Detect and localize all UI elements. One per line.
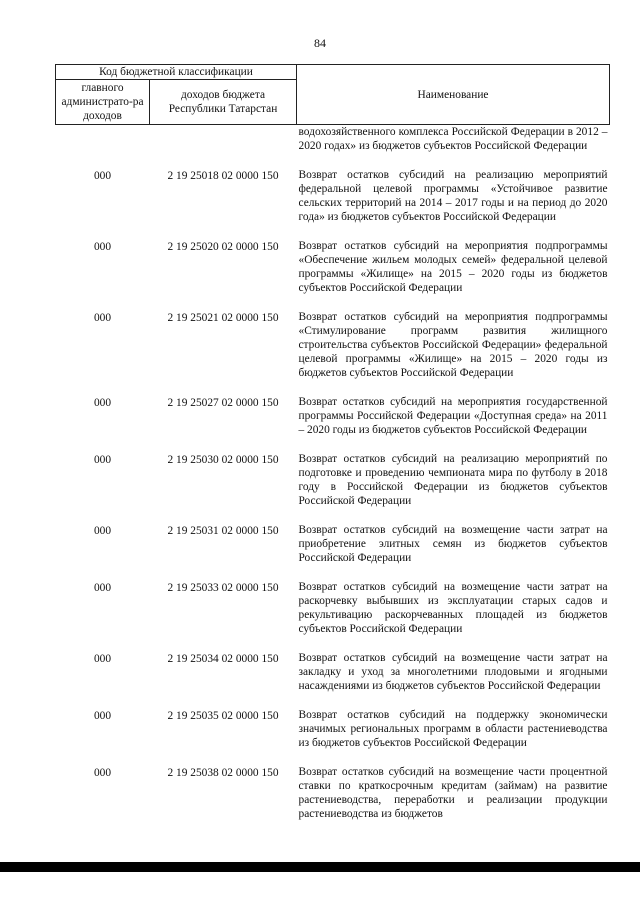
row-admin-code: 000 [93, 397, 112, 409]
row-admin-code: 000 [93, 170, 112, 182]
table-header [56, 65, 610, 125]
row-admin-code: 000 [93, 710, 112, 722]
table-row [56, 508, 610, 565]
row-income-code: 2 19 25030 02 0000 150 [167, 454, 279, 466]
row-name: Возврат остатков субсидий на мероприятия подпрограммы «Обеспечение жильем молодых семей» федеральной целевой программы «Жилище» на 2015 – 2020 годы из бюджетов субъектов Российской Федерации [298, 240, 608, 294]
table-row [56, 153, 610, 224]
row-income-code: 2 19 25038 02 0000 150 [167, 767, 279, 779]
row-income-code: 2 19 25031 02 0000 150 [167, 525, 279, 537]
scan-bottom-border [0, 862, 640, 872]
table-row [56, 295, 610, 380]
budget-classification-table [55, 64, 610, 821]
table-row [56, 565, 610, 636]
header-admin: главного администрато-ра доходов [56, 80, 150, 125]
row-name: Возврат остатков субсидий на мероприятия подпрограммы «Стимулирование программ развития жилищного строительства субъектов Российской Федерации» федеральной целевой программы «Жилище» на 2015 – 2020 годы из бюджетов субъектов Российской Федерации [298, 311, 608, 379]
table-row [56, 437, 610, 508]
row-admin-code: 000 [93, 312, 112, 324]
row-income-code: 2 19 25021 02 0000 150 [167, 312, 279, 324]
row-name: Возврат остатков субсидий на возмещение части процентной ставки по краткосрочным кредитам (займам) на развитие растениеводства, переработки и реализации продукции растениеводства из бюджетов [298, 766, 608, 820]
row-admin-code: 000 [93, 454, 112, 466]
table-row [56, 224, 610, 295]
row-admin-code [56, 125, 150, 154]
row-income-code: 2 19 25018 02 0000 150 [167, 170, 279, 182]
row-admin-code: 000 [93, 767, 112, 779]
table-row [56, 750, 610, 821]
row-admin-code: 000 [93, 582, 112, 594]
page-number: 84 [314, 36, 326, 50]
row-name: Возврат остатков субсидий на реализацию мероприятий федеральной целевой программы «Устойчивое развитие сельских территорий на 2014 – 2017 годы и на период до 2020 года» из бюджетов субъектов Российской Федерации [298, 169, 608, 223]
table-row [56, 380, 610, 437]
row-income-code: 2 19 25027 02 0000 150 [167, 397, 279, 409]
row-name: Возврат остатков субсидий на возмещение части затрат на закладку и уход за многолетними плодовыми и ягодными насаждениями из бюджетов субъектов Российской Федерации [298, 652, 608, 692]
row-income-code: 2 19 25035 02 0000 150 [167, 710, 279, 722]
table-row [56, 636, 610, 693]
row-name: водохозяйственного комплекса Российской Федерации в 2012 – 2020 годах» из бюджетов субъектов Российской Федерации [298, 126, 608, 152]
row-income-code: 2 19 25034 02 0000 150 [167, 653, 279, 665]
row-name: Возврат остатков субсидий на возмещение части затрат на раскорчевку выбывших из эксплуатации старых садов и рекультивацию раскорчеванных площадей из бюджетов субъектов Российской Федерации [298, 581, 608, 635]
row-income-code: 2 19 25033 02 0000 150 [167, 582, 279, 594]
row-admin-code: 000 [93, 241, 112, 253]
row-admin-code: 000 [93, 653, 112, 665]
row-name: Возврат остатков субсидий на поддержку экономически значимых региональных программ в области растениеводства из бюджетов субъектов Российской Федерации [298, 709, 608, 749]
row-income-code [150, 125, 297, 154]
table-row [56, 125, 610, 154]
header-code: доходов бюджета Республики Татарстан [150, 80, 297, 125]
row-name: Возврат остатков субсидий на возмещение части затрат на приобретение элитных семян из бюджетов субъектов Российской Федерации [298, 524, 608, 564]
row-name: Возврат остатков субсидий на мероприятия государственной программы Российской Федерации «Доступная среда» на 2011 – 2020 годы из бюджетов субъектов Российской Федерации [298, 396, 608, 436]
row-admin-code: 000 [93, 525, 112, 537]
row-income-code: 2 19 25020 02 0000 150 [167, 241, 279, 253]
header-group-label: Код бюджетной классификации [56, 65, 297, 80]
table-row [56, 693, 610, 750]
table-body [56, 125, 610, 822]
header-name: Наименование [297, 65, 610, 125]
row-name: Возврат остатков субсидий на реализацию мероприятий по подготовке и проведению чемпионата мира по футболу в 2018 году в Российской Федерации из бюджетов субъектов Российской Федерации [298, 453, 608, 507]
